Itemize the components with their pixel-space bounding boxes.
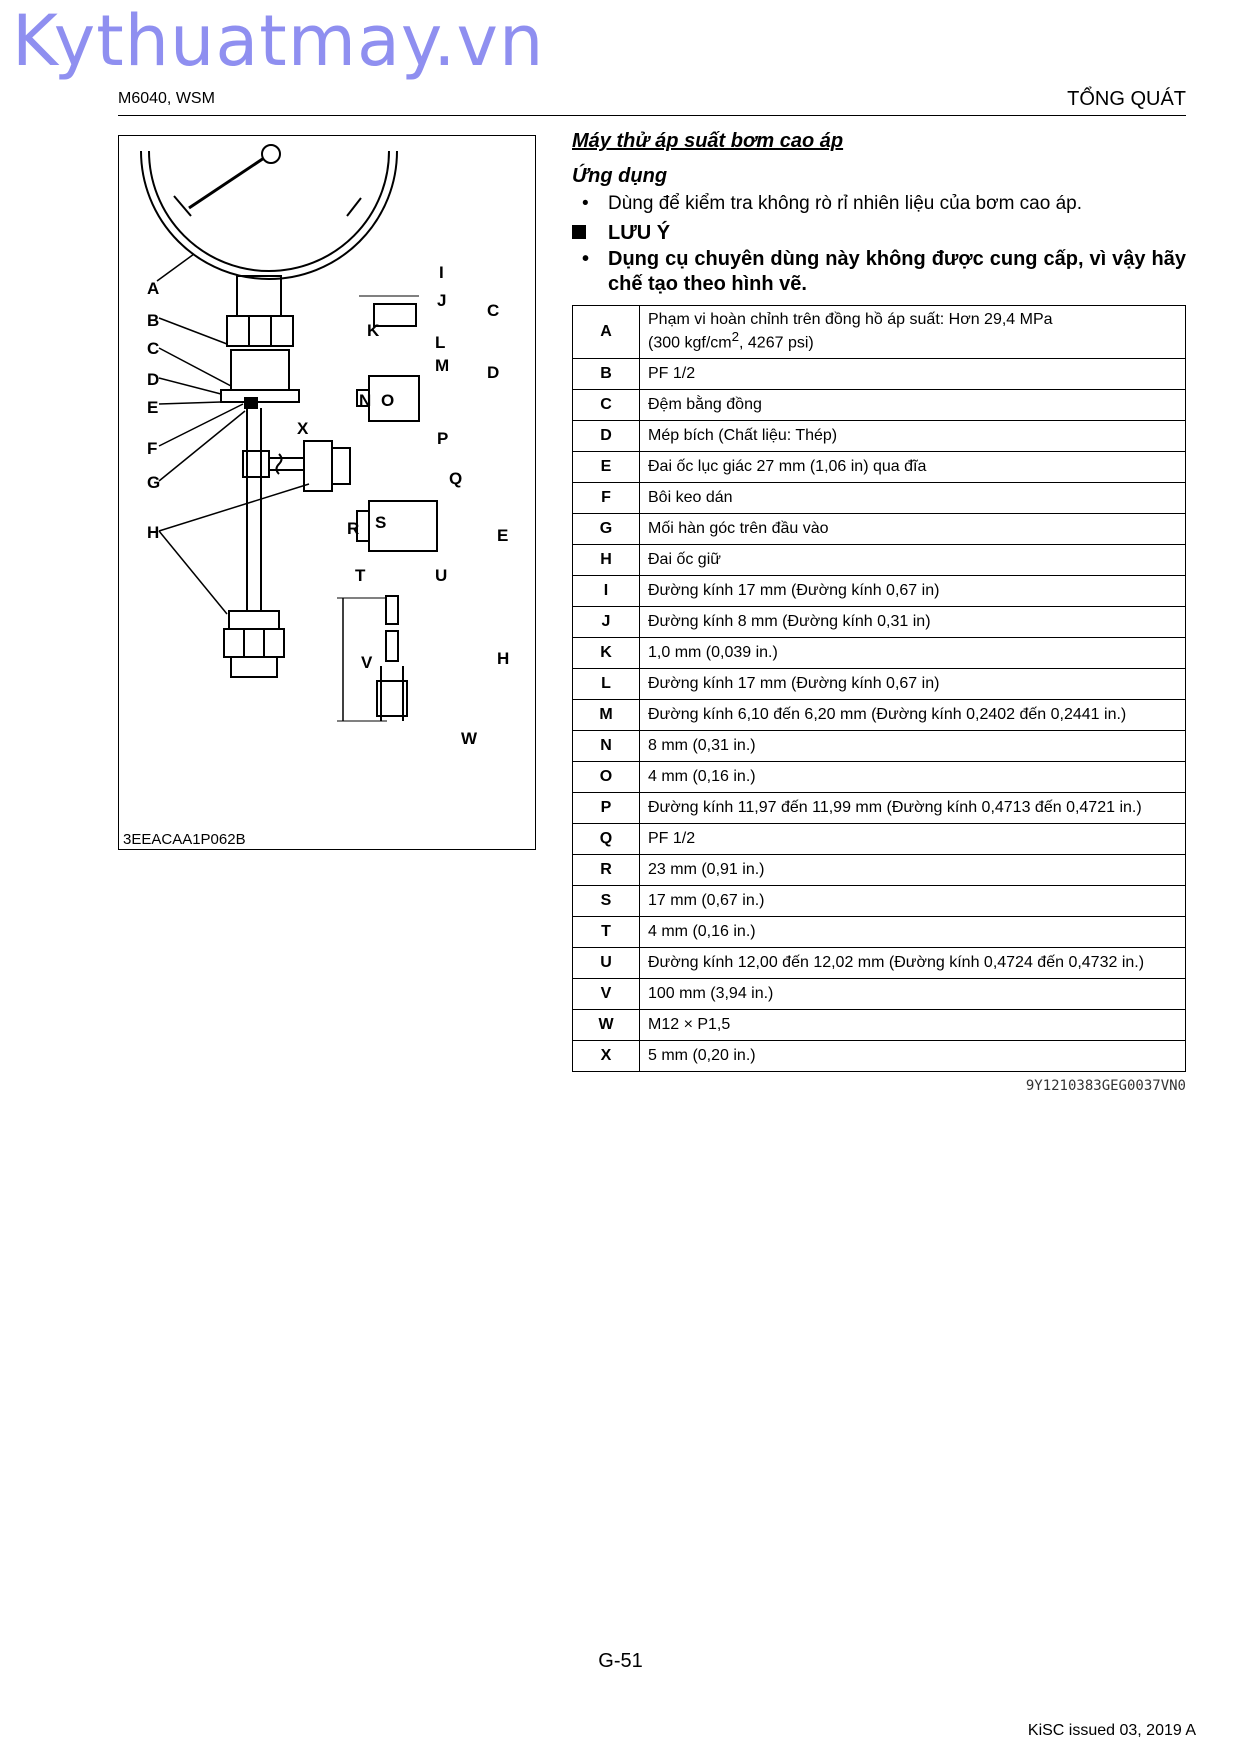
label-d: D — [147, 370, 160, 389]
row-key: G — [573, 514, 640, 545]
row-value: Mối hàn góc trên đầu vào — [640, 514, 1186, 545]
table-row — [573, 700, 1186, 731]
table-row — [573, 514, 1186, 545]
note-bullet: • Dụng cụ chuyên dùng này không được cung cấp, vì vậy hãy chế tạo theo hình vẽ. — [582, 248, 1186, 295]
row-key: O — [573, 762, 640, 793]
row-value: PF 1/2 — [640, 359, 1186, 390]
application-bullet: • Dùng để kiểm tra không rò rỉ nhiên liệu của bơm cao áp. — [582, 193, 1082, 214]
tool-drawing-figure — [118, 135, 536, 850]
label-a: A — [147, 279, 160, 298]
table-row — [573, 948, 1186, 979]
row-value: Đường kính 17 mm (Đường kính 0,67 in) — [640, 669, 1186, 700]
table-row — [573, 638, 1186, 669]
tool-drawing — [119, 136, 537, 851]
row-key: N — [573, 731, 640, 762]
row-value: PF 1/2 — [640, 824, 1186, 855]
label-b: B — [147, 311, 160, 330]
spec-table — [572, 305, 1186, 1072]
row-key: P — [573, 793, 640, 824]
label-e: E — [147, 398, 159, 417]
header-rule — [118, 115, 1186, 116]
row-value: Đệm bằng đồng — [640, 390, 1186, 421]
row-value: Đai ốc giữ — [640, 545, 1186, 576]
row-key: M — [573, 700, 640, 731]
row-value: 8 mm (0,31 in.) — [640, 731, 1186, 762]
row-value: Mép bích (Chất liệu: Thép) — [640, 421, 1186, 452]
note-square-icon — [572, 225, 586, 239]
row-key: S — [573, 886, 640, 917]
row-key: V — [573, 979, 640, 1010]
row-key: U — [573, 948, 640, 979]
row-value: 5 mm (0,20 in.) — [640, 1041, 1186, 1072]
header-model: M6040, WSM — [118, 90, 215, 107]
row-key: H — [573, 545, 640, 576]
bullet-dot: • — [582, 193, 589, 214]
table-code: 9Y1210383GEG0037VN0 — [1025, 1078, 1186, 1094]
table-row — [573, 607, 1186, 638]
row-key: W — [573, 1010, 640, 1041]
row-key: A — [573, 306, 640, 359]
row-key: B — [573, 359, 640, 390]
label-p: P — [437, 429, 449, 448]
application-title: Ứng dụng — [572, 165, 668, 187]
footer-issue: KiSC issued 03, 2019 A — [1027, 1722, 1196, 1739]
table-row — [573, 359, 1186, 390]
table-row — [573, 731, 1186, 762]
table-row — [573, 669, 1186, 700]
table-row — [573, 545, 1186, 576]
table-row — [573, 855, 1186, 886]
label-r: R — [347, 519, 360, 538]
row-key: R — [573, 855, 640, 886]
row-key: E — [573, 452, 640, 483]
row-value: 17 mm (0,67 in.) — [640, 886, 1186, 917]
label-i: I — [439, 263, 444, 282]
row-value: Đường kính 11,97 đến 11,99 mm (Đường kính 0,4713 đến 0,4721 in.) — [640, 793, 1186, 824]
label-c-part: C — [487, 301, 500, 320]
row-value: 1,0 mm (0,039 in.) — [640, 638, 1186, 669]
content-column — [572, 130, 1186, 1094]
row-key: K — [573, 638, 640, 669]
bullet-dot: • — [582, 248, 590, 270]
row-value: 100 mm (3,94 in.) — [640, 979, 1186, 1010]
table-row — [573, 793, 1186, 824]
row-value: M12 × P1,5 — [640, 1010, 1186, 1041]
label-s: S — [375, 513, 387, 532]
header-section: TỔNG QUÁT — [1067, 88, 1186, 110]
label-w: W — [461, 729, 478, 748]
row-key: C — [573, 390, 640, 421]
table-row — [573, 917, 1186, 948]
row-value: Đai ốc lục giác 27 mm (1,06 in) qua đĩa — [640, 452, 1186, 483]
row-value: 4 mm (0,16 in.) — [640, 917, 1186, 948]
table-row — [573, 1010, 1186, 1041]
label-c: C — [147, 339, 160, 358]
table-row — [573, 483, 1186, 514]
note-title: LƯU Ý — [572, 222, 1186, 245]
label-n: N — [359, 391, 372, 410]
figure-code: 3EEACAA1P062B — [123, 831, 246, 848]
label-l: L — [435, 333, 446, 352]
row-value: 4 mm (0,16 in.) — [640, 762, 1186, 793]
row-key: X — [573, 1041, 640, 1072]
row-key: L — [573, 669, 640, 700]
row-key: D — [573, 421, 640, 452]
label-x: X — [297, 419, 309, 438]
table-row — [573, 390, 1186, 421]
table-row — [573, 979, 1186, 1010]
row-key: T — [573, 917, 640, 948]
row-key: Q — [573, 824, 640, 855]
watermark: Kythuatmay.vn — [12, 0, 545, 82]
label-j: J — [437, 291, 447, 310]
label-o: O — [381, 391, 395, 410]
row-key: F — [573, 483, 640, 514]
table-row — [573, 306, 1186, 359]
label-v: V — [361, 653, 373, 672]
label-g: G — [147, 473, 161, 492]
table-row — [573, 576, 1186, 607]
label-k: K — [367, 321, 380, 340]
label-q: Q — [449, 469, 463, 488]
table-row — [573, 452, 1186, 483]
row-value: Đường kính 6,10 đến 6,20 mm (Đường kính 0,2402 đến 0,2441 in.) — [640, 700, 1186, 731]
table-row — [573, 421, 1186, 452]
label-d-part: D — [487, 363, 500, 382]
table-row — [573, 886, 1186, 917]
row-key: J — [573, 607, 640, 638]
row-value: Bôi keo dán — [640, 483, 1186, 514]
table-row — [573, 824, 1186, 855]
page-number: G-51 — [598, 1650, 643, 1672]
row-value: Phạm vi hoàn chỉnh trên đồng hồ áp suất: Hơn 29,4 MPa (300 kgf/$cm^2$, 4267 psi) — [640, 306, 1186, 359]
label-u: U — [435, 566, 448, 585]
label-h-part: H — [497, 649, 510, 668]
row-value: 23 mm (0,91 in.) — [640, 855, 1186, 886]
label-m: M — [435, 356, 450, 375]
section-title: Máy thử áp suất bơm cao áp — [572, 130, 844, 152]
label-f: F — [147, 439, 158, 458]
table-row — [573, 762, 1186, 793]
label-h: H — [147, 523, 160, 542]
label-t: T — [355, 566, 366, 585]
row-value: Đường kính 8 mm (Đường kính 0,31 in) — [640, 607, 1186, 638]
table-row — [573, 1041, 1186, 1072]
row-value: Đường kính 12,00 đến 12,02 mm (Đường kính 0,4724 đến 0,4732 in.) — [640, 948, 1186, 979]
row-value: Đường kính 17 mm (Đường kính 0,67 in) — [640, 576, 1186, 607]
label-e-part: E — [497, 526, 509, 545]
row-key: I — [573, 576, 640, 607]
